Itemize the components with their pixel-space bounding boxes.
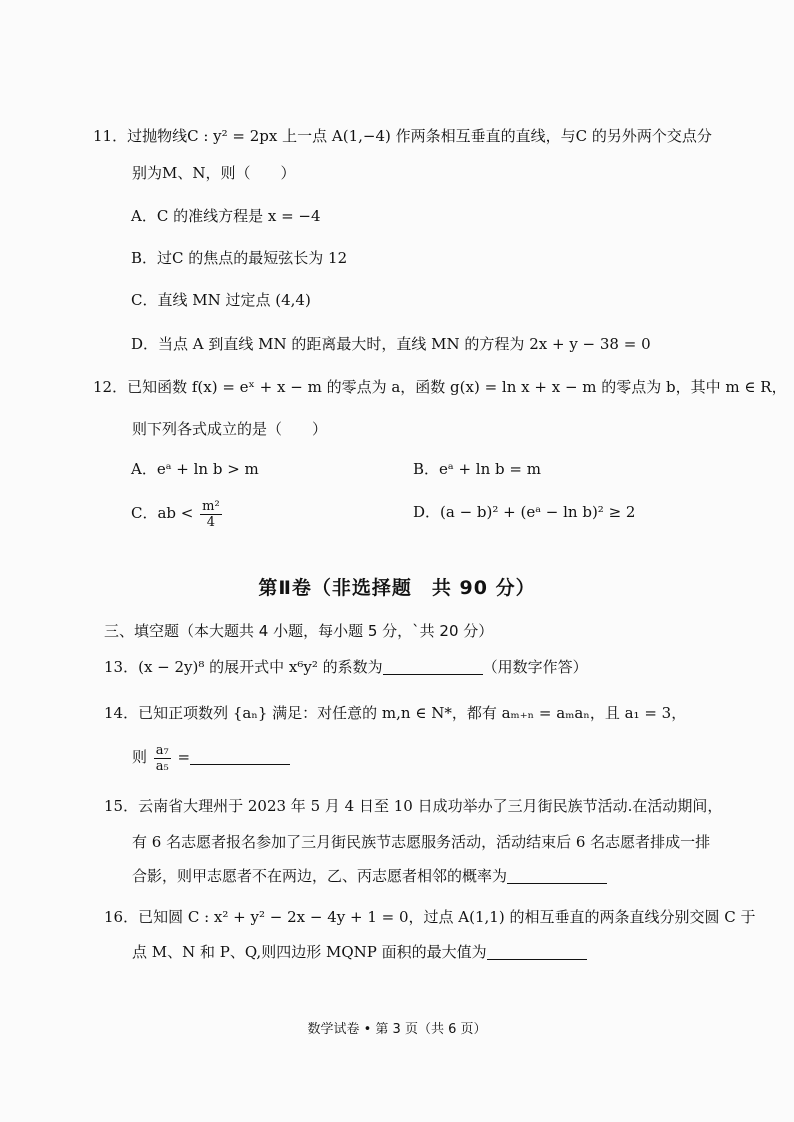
q15-text-line1: 云南省大理州于 2023 年 5 月 4 日至 10 日成功举办了三月街民族节活动.在活动期间， [138,797,723,815]
q16-answer-blank [487,943,587,960]
q11-option-b: B．过C 的焦点的最短弦长为 12 [131,249,348,267]
q16-line1 [104,907,755,927]
q13-number: 13． [104,658,139,676]
q14-fraction [154,743,171,774]
fraction-denominator: a₅ [155,758,169,774]
q12-stem-text: 已知函数 f(x) = eˣ + x − m 的零点为 a，函数 g(x) = ln x + x − m 的零点为 b，其中 m ∈ R， [127,378,787,396]
q12-option-a: A．eᵃ + ln b > m [131,460,259,478]
q12-option-b: B．eᵃ + ln b = m [413,460,541,478]
q13-text: (x − 2y)⁸ 的展开式中 x⁶y² 的系数为 [138,658,383,676]
q11-stem-line2: 别为M、N，则（ ） [132,164,296,182]
page-footer: 数学试卷 • 第 3 页（共 6 页） [307,1022,487,1037]
q12-option-c [131,496,224,530]
q15-line2: 有 6 名志愿者报名参加了三月街民族节志愿服务活动，活动结束后 6 名志愿者排成一排 [132,833,711,851]
q12-stem-line2: 则下列各式成立的是（ ） [132,420,328,438]
q12-option-d: D．(a − b)² + (eᵃ − ln b)² ≥ 2 [413,503,636,521]
fraction-denominator: 4 [206,514,216,530]
q11-option-c: C．直线 MN 过定点 (4,4) [131,291,311,309]
q15-answer-blank [507,867,607,884]
fraction-numerator: m² [202,498,220,514]
fraction-numerator: a₇ [155,742,169,758]
q14-answer-prefix: 则 [132,748,148,766]
q13-answer-blank [383,658,483,675]
q13-suffix: （用数字作答） [482,658,588,676]
q11-number: 11． [93,127,128,145]
q12-stem-line1 [93,377,787,397]
q16-text-line2: 点 M、N 和 P、Q,则四边形 MQNP 面积的最大值为 [132,943,487,961]
q12-option-c-prefix: C．ab < [131,504,194,522]
q11-stem-line1 [93,126,712,146]
q11-stem-text: 过抛物线C : y² = 2px 上一点 A(1,−4) 作两条相互垂直的直线，与C 的另外两个交点分 [127,127,712,145]
q14-line2 [132,740,290,774]
q14-text: 已知正项数列 {aₙ} 满足：对任意的 m,n ∈ N*，都有 aₘ₊ₙ = aₘaₙ，且 a₁ = 3， [138,704,687,722]
q14-line1 [104,703,686,723]
q16-text-line1: 已知圆 C : x² + y² − 2x − 4y + 1 = 0，过点 A(1,1) 的相互垂直的两条直线分别交圆 C 于 [138,908,756,926]
section-heading: 三、填空题（本大题共 4 小题，每小题 5 分，`共 20 分） [104,622,494,640]
q14-equals: = [177,748,191,766]
section-title: 第Ⅱ卷（非选择题 共 90 分） [258,577,536,599]
q14-answer-blank [190,748,290,765]
q11-option-d: D．当点 A 到直线 MN 的距离最大时，直线 MN 的方程为 2x + y − 38 = 0 [131,335,651,353]
q13-line [104,657,588,677]
q15-line3 [132,866,607,886]
q14-number: 14． [104,704,139,722]
q15-number: 15． [104,797,139,815]
q16-line2 [132,942,587,962]
q12-option-c-fraction [200,499,222,530]
q12-number: 12． [93,378,128,396]
q16-number: 16． [104,908,139,926]
q15-line1 [104,796,722,816]
q11-option-a: A．C 的准线方程是 x = −4 [131,207,321,225]
q15-text-line3: 合影，则甲志愿者不在两边，乙、丙志愿者相邻的概率为 [132,867,508,885]
